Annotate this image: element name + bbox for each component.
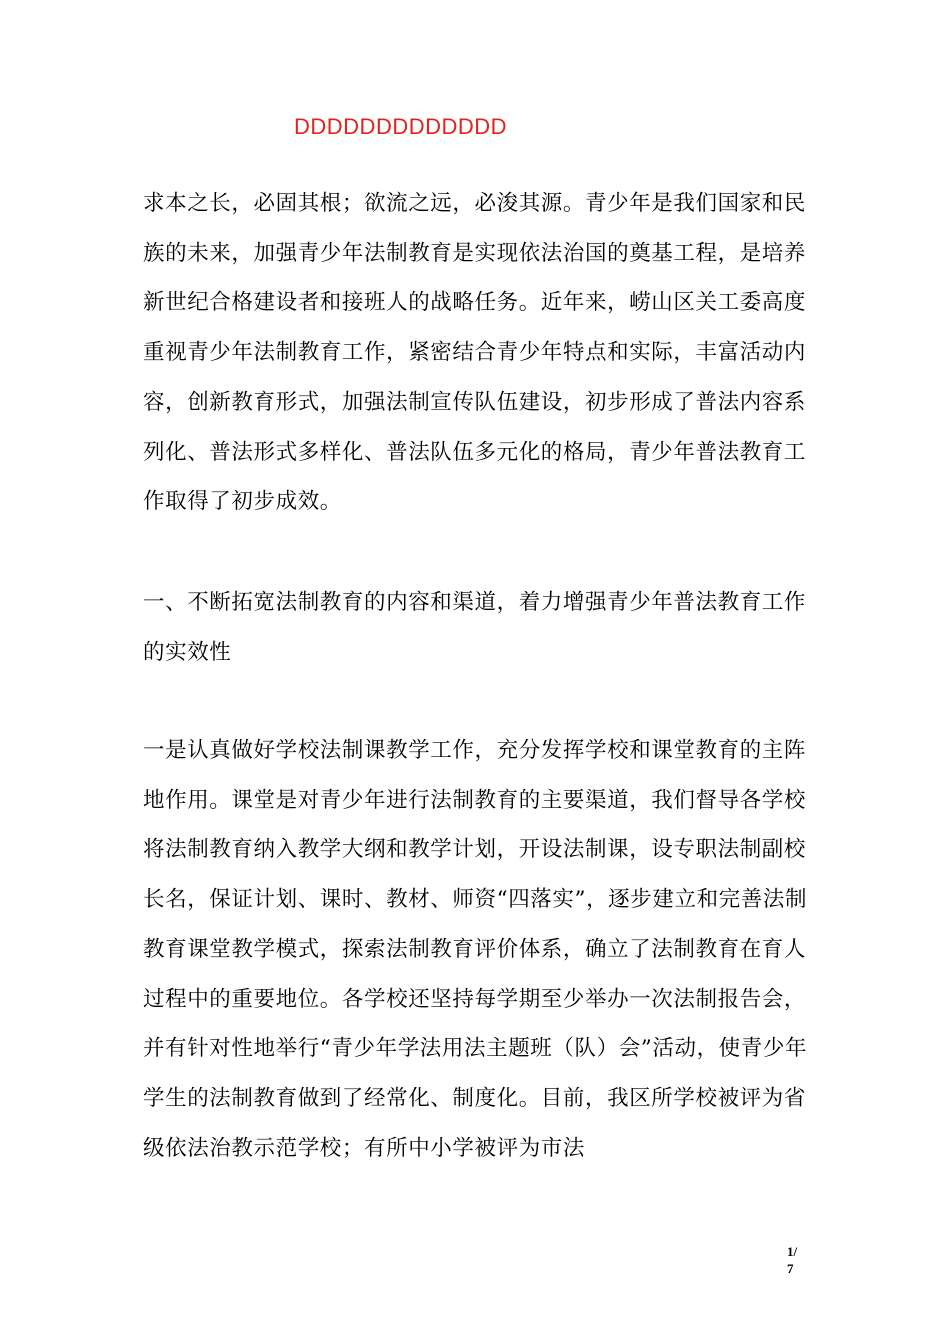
paragraph-body: 一是认真做好学校法制课教学工作，充分发挥学校和课堂教育的主阵地作用。课堂是对青少年进行法制教育的主要渠道，我们督导各学校将法制教育纳入教学大纲和教学计划，开设法制课，设专职法制副校长名，保证计划、课时、教材、师资“四落实”，逐步建立和完善法制教育课堂教学模式，探索法制教育评价体系，确立了法制教育在育人过程中的重要地位。各学校还坚持每学期至少举办一次法制报告会，并有针对性地举行“青少年学法用法主题班（队）会”活动，使青少年学生的法制教育做到了经常化、制度化。目前，我区所学校被评为省级依法治教示范学校；有所中小学被评为市法 <box>143 738 808 1161</box>
section-heading: 一、不断拓宽法制教育的内容和渠道，着力增强青少年普法教育工作的实效性 <box>143 590 807 665</box>
page-number: 1/ 7 <box>787 1244 798 1276</box>
document-title: DDDDDDDDDDDDD <box>294 114 508 139</box>
paragraph-intro: 求本之长，必固其根；欲流之远，必浚其源。青少年是我们国家和民族的未来，加强青少年法制教育是实现依法治国的奠基工程，是培养新世纪合格建设者和接班人的战略任务。近年来，崂山区关工委高度重视青少年法制教育工作，紧密结合青少年特点和实际，丰富活动内容，创新教育形式，加强法制宣传队伍建设，初步形成了普法内容系列化、普法形式多样化、普法队伍多元化的格局，青少年普法教育工作取得了初步成效。 <box>143 191 807 515</box>
